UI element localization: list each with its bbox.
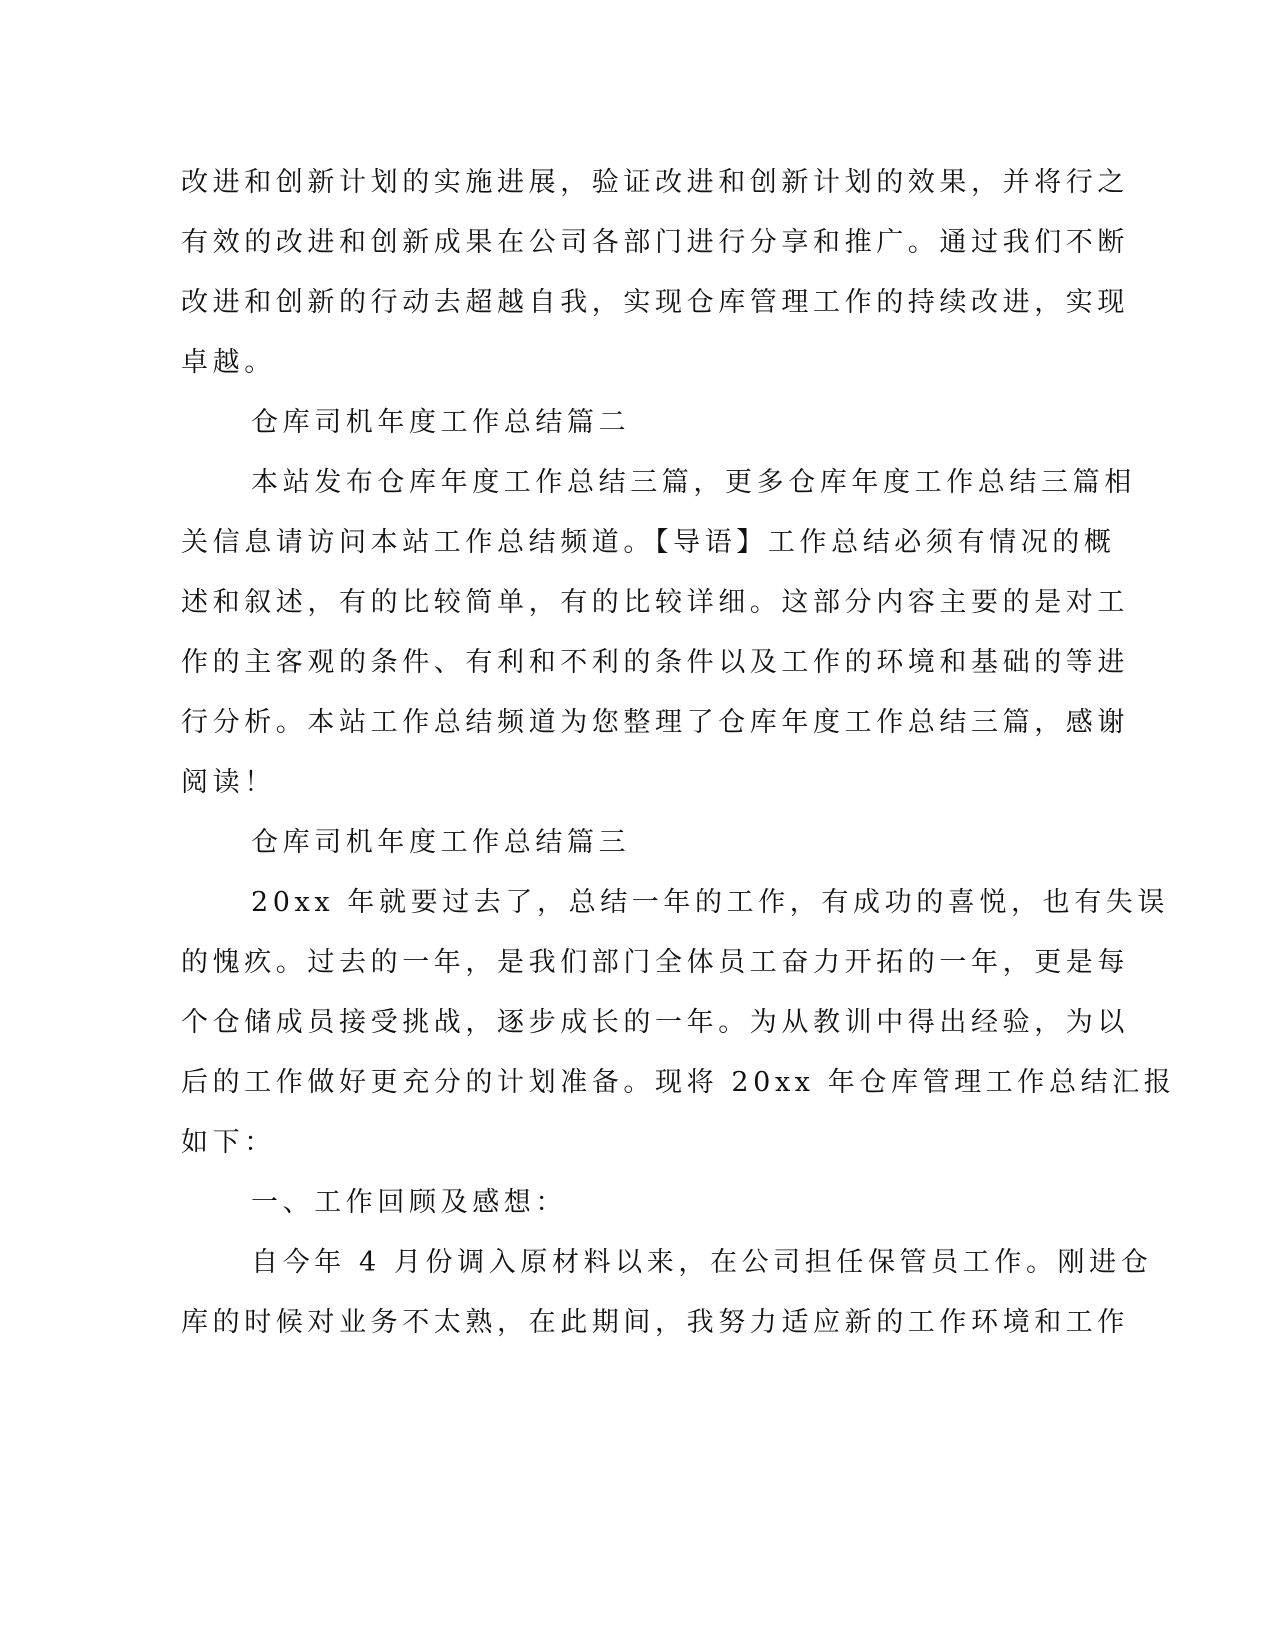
section-heading-part-three: 仓库司机年度工作总结篇三 [251,827,631,858]
body-text-line: 述和叙述，有的比较简单，有的比较详细。这部分内容主要的是对工 [181,587,1129,618]
section-heading-part-two: 仓库司机年度工作总结篇二 [251,407,631,438]
paragraph-first-line: 本站发布仓库年度工作总结三篇，更多仓库年度工作总结三篇相 [251,467,1136,498]
body-text-line: 行分析。本站工作总结频道为您整理了仓库年度工作总结三篇，感谢 [181,707,1129,738]
body-text-line: 的愧疚。过去的一年，是我们部门全体员工奋力开拓的一年，更是每 [181,947,1129,978]
body-text-line: 个仓储成员接受挑战，逐步成长的一年。为从教训中得出经验，为以 [181,1007,1129,1038]
body-text-line: 有效的改进和创新成果在公司各部门进行分享和推广。通过我们不断 [181,227,1129,258]
document-body [181,153,1176,1353]
body-text-line: 改进和创新的行动去超越自我，实现仓库管理工作的持续改进，实现 [181,287,1129,318]
body-text-line: 后的工作做好更充分的计划准备。现将 20xx 年仓库管理工作总结汇报 [181,1067,1176,1098]
body-text-line: 卓越。 [181,347,276,378]
body-text-line: 库的时候对业务不太熟，在此期间，我努力适应新的工作环境和工作 [181,1307,1129,1338]
paragraph-first-line: 20xx 年就要过去了，总结一年的工作，有成功的喜悦，也有失误 [251,887,1169,918]
body-text-line: 阅读！ [181,767,276,798]
body-text-line: 关信息请访问本站工作总结频道。【导语】工作总结必须有情况的概 [181,527,1116,558]
body-text-line: 作的主客观的条件、有利和不利的条件以及工作的环境和基础的等进 [181,647,1129,678]
body-text-line: 如下： [181,1127,276,1158]
body-text-line: 改进和创新计划的实施进展，验证改进和创新计划的效果，并将行之 [181,167,1129,198]
paragraph-first-line: 自今年 4 月份调入原材料以来，在公司担任保管员工作。刚进仓 [251,1247,1153,1278]
subsection-heading-work-review: 一、工作回顾及感想： [251,1187,567,1218]
